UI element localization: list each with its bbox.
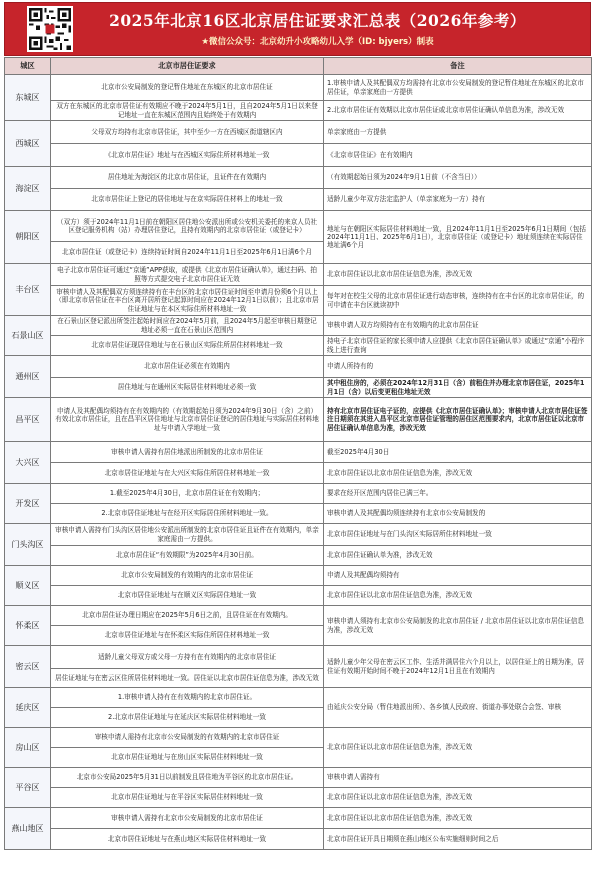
- table-row: [5, 788, 592, 808]
- district-cell: 大兴区: [5, 442, 51, 484]
- district-cell: 顺义区: [5, 566, 51, 606]
- page-title: 2025年北京16区北京居住证要求汇总表（2026年参考）: [109, 11, 526, 30]
- table-row: [5, 463, 592, 484]
- requirement-cell: 北京市公安局2025年5月31日以前制发且居住地为平谷区的北京市居住证。: [51, 768, 324, 788]
- table-row: [5, 566, 592, 586]
- district-cell: 西城区: [5, 121, 51, 167]
- table-row: [5, 167, 592, 189]
- note-cell: 每年对在校生父母的北京市居住证进行动态审核，连续持有在丰台区的北京市居住证，的可申请在丰台区就读初中: [324, 286, 592, 316]
- requirement-cell: 2.北京市居住证地址与在延庆区实际居住材料地址一致: [51, 708, 324, 728]
- requirement-cell: 《北京市居住证》地址与在西城区实际住所材料地址一致: [51, 144, 324, 167]
- requirement-cell: 审核申请人需持有北京市公安局制发的北京市居住证: [51, 808, 324, 829]
- note-cell: （有效期起始日须为2024年9月1日前（不含当日））: [324, 167, 592, 189]
- note-cell: 由延庆公安分局（暂住地派出所）、各乡镇人民政府、街道办事处联合会签、审核: [324, 688, 592, 728]
- note-cell: 其中租住房的，必须在2024年12月31日（含）前租住并办理北京市居住证，2025年1月1日（含）以后变更租住地址无效: [324, 378, 592, 398]
- district-cell: 房山区: [5, 728, 51, 768]
- table-row: [5, 378, 592, 398]
- table-row: [5, 75, 592, 101]
- requirement-cell: 北京市公安局制发的有效期内的北京市居住证: [51, 566, 324, 586]
- requirement-cell: 北京市居住证地址与在燕山地区实际居住材料地址一致: [51, 829, 324, 850]
- requirement-cell: 审核申请人需持有居住地派出所制发的北京市居住证: [51, 442, 324, 463]
- table-row: [5, 768, 592, 788]
- requirement-cell: 父母双方均持有北京市居住证，其中至少一方在西城区街道辖区内: [51, 121, 324, 144]
- note-cell: 申请人及其配偶均须持有: [324, 566, 592, 586]
- table-row: [5, 101, 592, 121]
- note-cell: 适龄儿童少年父母在密云区工作、生活并满居住六个月以上，以居住证上的日期为准，居住证有效期开始时间不晚于2024年12月1日且在有效期内: [324, 646, 592, 688]
- note-cell: 北京市居住证地址与在门头沟区实际居所住材料地址一致: [324, 524, 592, 546]
- requirement-cell: 适龄儿童父母双方或父母一方持有在有效期内的北京市居住证: [51, 646, 324, 669]
- district-cell: 怀柔区: [5, 606, 51, 646]
- note-cell: 北京市居住证以北京市居住证信息为准，涉改无效: [324, 808, 592, 829]
- residence-permit-table: [4, 57, 592, 850]
- district-cell: 昌平区: [5, 398, 51, 442]
- table-row: [5, 524, 592, 546]
- requirement-cell: 北京市居住证地址与在房山区实际居住材料地址一致: [51, 748, 324, 768]
- requirement-cell: 审核申请人需持有门头沟区居住地公安派出所制发的北京市居住证且证件在有效期内，单亲家庭需由一方提供。: [51, 524, 324, 546]
- district-cell: 延庆区: [5, 688, 51, 728]
- requirement-cell: 2.北京市居住证地址与在经开区实际居住所材料地址一致。: [51, 504, 324, 524]
- table-row: [5, 442, 592, 463]
- note-cell: 北京市居住证开具日期须在燕山地区公布实施细则时间之后: [324, 829, 592, 850]
- table-row: [5, 646, 592, 669]
- note-cell: 北京市居住证以北京市居住证信息为准，涉改无效: [324, 586, 592, 606]
- note-cell: 北京市居住证以北京市居住证信息为准，涉改无效: [324, 264, 592, 286]
- requirement-cell: 北京市居住证（或登记卡）连续持证时间自2024年11月1日至2025年6月1日满6个月: [51, 242, 324, 264]
- requirement-cell: 申请人及其配偶均须持有在有效期内的（有效期起始日须为2024年9月30日（含）之前）有效北京市居住证，且在昌平区居住地址与北京市居住证登记的居住地址与实际居住材料地址与申请入学地址一致: [51, 398, 324, 442]
- table-header-row: [5, 58, 592, 75]
- requirement-cell: （双方）须于2024年11月1日前在朝阳区居住地公安派出所或公安机关委托的来京人员社区登记服务机构（站）办理居住登记，且持有效期内的北京市居住证（或登记卡）: [51, 211, 324, 242]
- requirement-cell: 1.审核申请人持有在有效期内的北京市居住证。: [51, 688, 324, 708]
- table-row: [5, 316, 592, 336]
- note-cell: 审核申请人须持有北京市公安局制发的北京市居住证 / 北京市居住证以北京市居住证信息为准，涉改无效: [324, 606, 592, 646]
- note-cell: 北京市居住证以北京市居住证信息为准，涉改无效: [324, 463, 592, 484]
- table-row: [5, 546, 592, 566]
- requirement-cell: 北京市公安局制发的登记暂住地址在东城区的北京市居住证: [51, 75, 324, 101]
- note-cell: 审核申请人双方均须持有在有效期内的北京市居住证: [324, 316, 592, 336]
- note-cell: 持有北京市居住证电子证的，应提供《北京市居住证确认单》；审核申请人北京市居住证签注日期须在其进入昌平区北京市居住证管理的居住区范围要求内，北京市居住证以北京市居住证确认单信息为准，涉改无效: [324, 398, 592, 442]
- requirement-cell: 在石景山区登记派出所签注起始时间应在2024年5月前，且2024年5月起至审核日期登记地址必须一直在石景山区范围内: [51, 316, 324, 336]
- column-header-requirement: 北京市居住证要求: [51, 58, 324, 75]
- note-cell: 申请人所持有的: [324, 356, 592, 378]
- table-row: [5, 211, 592, 242]
- table-row: [5, 606, 592, 626]
- note-cell: 适龄儿童少年双方法定监护人（单亲家庭为一方）持有: [324, 189, 592, 211]
- requirement-cell: 北京市居住证地址与在怀柔区实际住所居住材料地址一致: [51, 626, 324, 646]
- requirement-cell: 居住地址为海淀区的北京市居住证，且证件在有效期内: [51, 167, 324, 189]
- table-row: [5, 829, 592, 850]
- district-cell: 开发区: [5, 484, 51, 524]
- table-row: [5, 189, 592, 211]
- header-banner: [4, 2, 591, 56]
- table-row: [5, 356, 592, 378]
- note-cell: 审核申请人及其配偶均须连续持有北京市公安局制发的: [324, 504, 592, 524]
- note-cell: 2.北京市居住证有效期以北京市居住证或北京市居住证确认单信息为准，涉改无效: [324, 101, 592, 121]
- table-row: [5, 586, 592, 606]
- note-cell: 1.审核申请人及其配偶双方均需持有北京市公安局制发的登记暂住地址在东城区的北京市居住证，单亲家庭由一方提供: [324, 75, 592, 101]
- table-row: [5, 144, 592, 167]
- requirement-cell: 北京市居住证“有效期限”为2025年4月30日前。: [51, 546, 324, 566]
- table-row: [5, 121, 592, 144]
- table-row: [5, 504, 592, 524]
- district-cell: 平谷区: [5, 768, 51, 808]
- table-row: [5, 264, 592, 286]
- district-cell: 石景山区: [5, 316, 51, 356]
- note-cell: 《北京市居住证》在有效期内: [324, 144, 592, 167]
- district-cell: 通州区: [5, 356, 51, 398]
- table-row: [5, 808, 592, 829]
- requirement-cell: 电子北京市居住证可通过“京通”APP获取，或提供《北京市居住证确认单》，通过扫码、拍照等方式提交电子北京市居住证无效: [51, 264, 324, 286]
- district-cell: 密云区: [5, 646, 51, 688]
- note-cell: 单亲家庭由一方提供: [324, 121, 592, 144]
- note-cell: 北京市居住证以北京市居住证信息为准，涉改无效: [324, 728, 592, 768]
- requirement-cell: 北京市居住证必须在有效期内: [51, 356, 324, 378]
- requirement-cell: 居住地址与在通州区实际居住材料地址必须一致: [51, 378, 324, 398]
- table-row: [5, 286, 592, 316]
- page-subtitle: ★微信公众号：北京幼升小攻略幼儿入学（ID: bjyers）制表: [201, 37, 434, 47]
- note-cell: 北京市居住证确认单为准，涉改无效: [324, 546, 592, 566]
- district-cell: 海淀区: [5, 167, 51, 211]
- requirement-cell: 北京市居住证地址与在平谷区实际居住材料地址一致: [51, 788, 324, 808]
- table-body: [5, 75, 592, 850]
- requirement-cell: 审核申请人需持有北京市公安局制发的有效期内的北京市居住证: [51, 728, 324, 748]
- note-cell: 地址与在朝阳区实际居住材料地址一致，且2024年11月1日至2025年6月1日期间（包括2024年11月1日、2025年6月1日），北京市居住证（或登记卡）地址须连续在实际居住地址满6个月: [324, 211, 592, 264]
- table-row: [5, 398, 592, 442]
- note-cell: 持电子北京市居住证的家长须申请人应提供《北京市居住证确认单》或通过“京通”小程序线上进行查询: [324, 336, 592, 356]
- requirement-cell: 审核申请人及其配偶双方须连续持有在丰台区的北京市居住证时间至申请月份须6个月以上（即北京市居住证在丰台区离开居所登记起算时间应在2024年12月1日以前）；且北京市居住证地址与在本区实际住所材料地址一致: [51, 286, 324, 316]
- table-row: [5, 688, 592, 708]
- table-row: [5, 336, 592, 356]
- requirement-cell: 双方在东城区的北京市居住证有效期应不晚于2024年5月1日，且自2024年5月1日以来登记地址一直在东城区范围内且始终处于有效期内: [51, 101, 324, 121]
- requirement-cell: 1.截至2025年4月30日，北京市居住证在有效期内；: [51, 484, 324, 504]
- district-cell: 朝阳区: [5, 211, 51, 264]
- column-header-district: 城区: [5, 58, 51, 75]
- requirement-cell: 北京市居住证办理日期应在2025年5月6日之前，且居住证在有效期内。: [51, 606, 324, 626]
- note-cell: 要求在经开区范围内居住已满三年。: [324, 484, 592, 504]
- district-cell: 燕山地区: [5, 808, 51, 850]
- note-cell: 审核申请人需持有: [324, 768, 592, 788]
- requirement-cell: 北京市居住证现居住地址与在石景山区实际住所居住材料地址一致: [51, 336, 324, 356]
- requirement-cell: 北京市居住证地址与在大兴区实际住所居住材料地址一致: [51, 463, 324, 484]
- note-cell: 截至2025年4月30日: [324, 442, 592, 463]
- table-row: [5, 484, 592, 504]
- district-cell: 东城区: [5, 75, 51, 121]
- note-cell: 北京市居住证以北京市居住证信息为准，涉改无效: [324, 788, 592, 808]
- requirement-cell: 居住证地址与在密云区住所居住材料地址一致。居住证以北京市居住证信息为准，涉改无效: [51, 669, 324, 688]
- column-header-note: 备注: [324, 58, 592, 75]
- requirement-cell: 北京市居住证地址与在顺义区实际居住地址一致: [51, 586, 324, 606]
- district-cell: 丰台区: [5, 264, 51, 316]
- requirement-cell: 北京市居住证上登记的居住地址与在京实际居住材料上的地址一致: [51, 189, 324, 211]
- district-cell: 门头沟区: [5, 524, 51, 566]
- table-row: [5, 728, 592, 748]
